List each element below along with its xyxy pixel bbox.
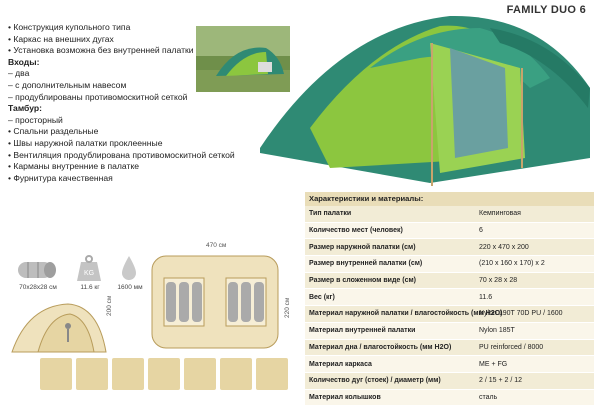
- packed-size-icon: [14, 258, 58, 282]
- inner-tent-icon: [220, 358, 252, 390]
- spec-label: Размер внутренней палатки (см): [309, 260, 423, 268]
- depth-dimension: 220 см: [284, 297, 291, 318]
- tent-side-view: [8, 296, 108, 354]
- feature-item: – с дополнительным навесом: [8, 79, 127, 90]
- water-resistance-label: 1600 мм: [117, 284, 143, 291]
- spec-value: 11.6: [479, 293, 493, 301]
- mosquito-net-icon: [112, 358, 144, 390]
- feature-item: • Спальни раздельные: [8, 126, 99, 137]
- tent-main-illustration: [250, 8, 595, 188]
- weight-label: 11.6 кг: [80, 284, 100, 291]
- spec-value: 6: [479, 227, 483, 235]
- spec-label: Количество мест (человек): [309, 227, 403, 235]
- feature-item: – просторный: [8, 114, 63, 125]
- spec-row: [305, 223, 594, 240]
- packed-bag-icon: [40, 358, 72, 390]
- spec-label: Материал дна / влагостойкость (мм H2O): [309, 343, 452, 351]
- spec-label: Материал каркаса: [309, 360, 372, 368]
- spec-row: [305, 206, 594, 223]
- spec-label: Материал колышков: [309, 393, 381, 401]
- spec-value: (210 x 160 x 170) x 2: [479, 260, 545, 268]
- feature-icons: [40, 358, 288, 390]
- spec-row: [305, 306, 594, 323]
- spec-value: PU reinforced / 8000: [479, 343, 544, 351]
- spec-table-heading: Характеристики и материалы:: [305, 192, 594, 206]
- spec-label: Количество дуг (стоек) / диаметр (мм): [309, 377, 441, 385]
- spec-row: [305, 239, 594, 256]
- feature-item: – продублированы противомоскитной сеткой: [8, 91, 188, 102]
- spec-value: ME + FG: [479, 360, 508, 368]
- spec-row: [305, 273, 594, 290]
- pocket-icon: [256, 358, 288, 390]
- spec-row: [305, 323, 594, 340]
- spec-value: сталь: [479, 393, 498, 401]
- width-dimension: 470 см: [206, 242, 227, 249]
- spec-row: [305, 373, 594, 390]
- sealed-seams-icon: [148, 358, 180, 390]
- spec-value: Кемпинговая: [479, 210, 521, 218]
- feature-item: • Каркас на внешних дугах: [8, 33, 114, 44]
- spec-row: [305, 289, 594, 306]
- spec-value: 2 / 15 + 2 / 12: [479, 377, 523, 385]
- feature-item: • Конструкция купольного типа: [8, 22, 131, 32]
- weight-icon: [76, 254, 102, 282]
- feature-item: • Вентиляция продублирована противомоскитной сеткой: [8, 149, 235, 160]
- spec-table: [305, 192, 594, 406]
- spec-row: [305, 340, 594, 357]
- feature-heading: Входы:: [8, 56, 40, 67]
- packed-size-label: 70x28x28 см: [19, 284, 57, 291]
- spec-label: Материал наружной палатки / влагостойкость (мм H2O): [309, 310, 503, 318]
- weight-badge: KG: [83, 270, 95, 277]
- spec-value: 70 x 28 x 28: [479, 277, 518, 285]
- floor-plan: [150, 252, 280, 352]
- feature-item: • Карманы внутренние в палатке: [8, 161, 140, 172]
- spec-row: [305, 390, 594, 406]
- feature-item: – два: [8, 68, 30, 79]
- spec-label: Материал внутренней палатки: [309, 327, 416, 335]
- feature-heading: Тамбур:: [8, 103, 43, 114]
- height-dimension: 200 см: [106, 295, 113, 316]
- ventilation-icon: [184, 358, 216, 390]
- entrance-icon: [76, 358, 108, 390]
- product-title: FAMILY DUO 6: [506, 4, 586, 16]
- spec-value: Nylon 185T: [479, 327, 515, 335]
- water-drop-icon: [120, 254, 138, 282]
- spec-value: Nylon 190T 70D PU / 1600: [479, 310, 563, 318]
- spec-label: Размер в сложенном виде (см): [309, 277, 416, 285]
- feature-item: • Установка возможна без внутренней палатки: [8, 45, 194, 56]
- spec-value: 220 x 470 x 200: [479, 243, 529, 251]
- spec-label: Размер наружной палатки (см): [309, 243, 416, 251]
- feature-item: • Швы наружной палатки проклеенные: [8, 137, 163, 148]
- spec-label: Тип палатки: [309, 210, 352, 218]
- spec-row: [305, 356, 594, 373]
- spec-row: [305, 256, 594, 273]
- feature-item: • Фурнитура качественная: [8, 172, 113, 183]
- spec-label: Вес (кг): [309, 293, 335, 301]
- spec-rows: [305, 206, 594, 406]
